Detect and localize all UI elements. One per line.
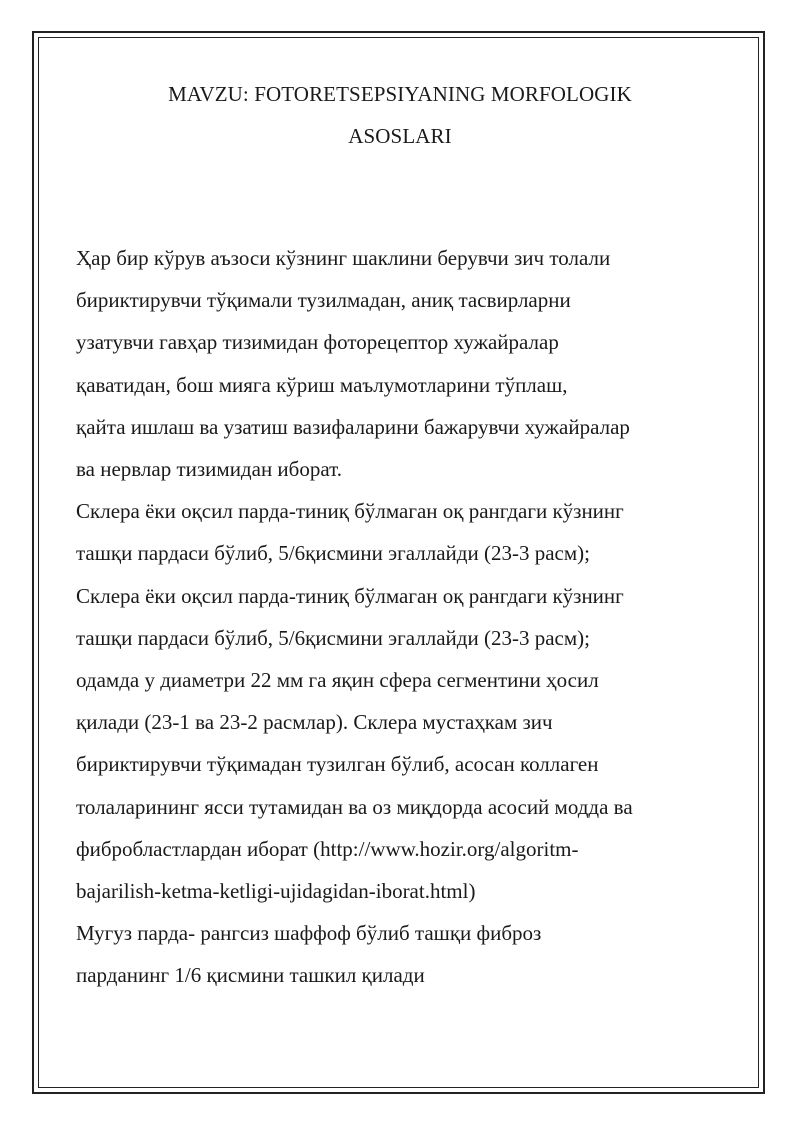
body-line: бириктирувчи тўқимадан тузилган бўлиб, асосан коллаген [76,752,599,777]
body-line: Ҳар бир кўрув аъзоси кўзнинг шаклини берувчи зич толали [76,246,611,270]
body-line: Склера ёки оқсил парда-тиниқ бўлмаган оқ рангдаги кўзнинг [76,499,624,524]
body-line: ташқи пардаси бўлиб, 5/6қисмини эгаллайди (23-3 расм); [76,625,590,650]
body-line: толаларининг ясси тутамидан ва оз миқдорда асосий модда ва [76,794,633,819]
body-line: қайта ишлаш ва узатиш вазифаларини бажарувчи хужайралар [76,414,630,439]
document-title [0,73,800,157]
document-body [76,237,756,997]
body-line: Мугуз парда- рангсиз шаффоф бўлиб ташқи фиброз [76,921,542,946]
body-line: қилади (23-1 ва 23-2 расмлар). Склера мустаҳкам зич [76,710,553,735]
body-line: бириктирувчи тўқимали тузилмадан, аниқ тасвирларни [76,288,571,313]
body-line-link: bajarilish-ketma-ketligi-ujidagidan-iborat.html) [76,879,476,904]
body-line-link: фибробластлардан иборат (http://www.hozir.org/algoritm- [76,836,579,861]
body-line: қаватидан, бош мияга кўриш маълумотларини тўплаш, [76,372,568,397]
body-line: ташқи пардаси бўлиб, 5/6қисмини эгаллайди (23-3 расм); [76,541,590,566]
body-line: Склера ёки оқсил парда-тиниқ бўлмаган оқ рангдаги кўзнинг [76,583,624,608]
body-line: ва нервлар тизимидан иборат. [76,457,342,482]
body-line: узатувчи гавҳар тизимидан фоторецептор хужайралар [76,330,559,355]
title-line: MAVZU: FOTORETSEPSIYANING MORFOLOGIK [168,82,632,106]
title-line: ASOSLARI [348,124,452,148]
body-line: одамда у диаметри 22 мм га яқин сфера сегментини ҳосил [76,668,599,693]
body-line: парданинг 1/6 қисмини ташкил қилади [76,963,425,988]
